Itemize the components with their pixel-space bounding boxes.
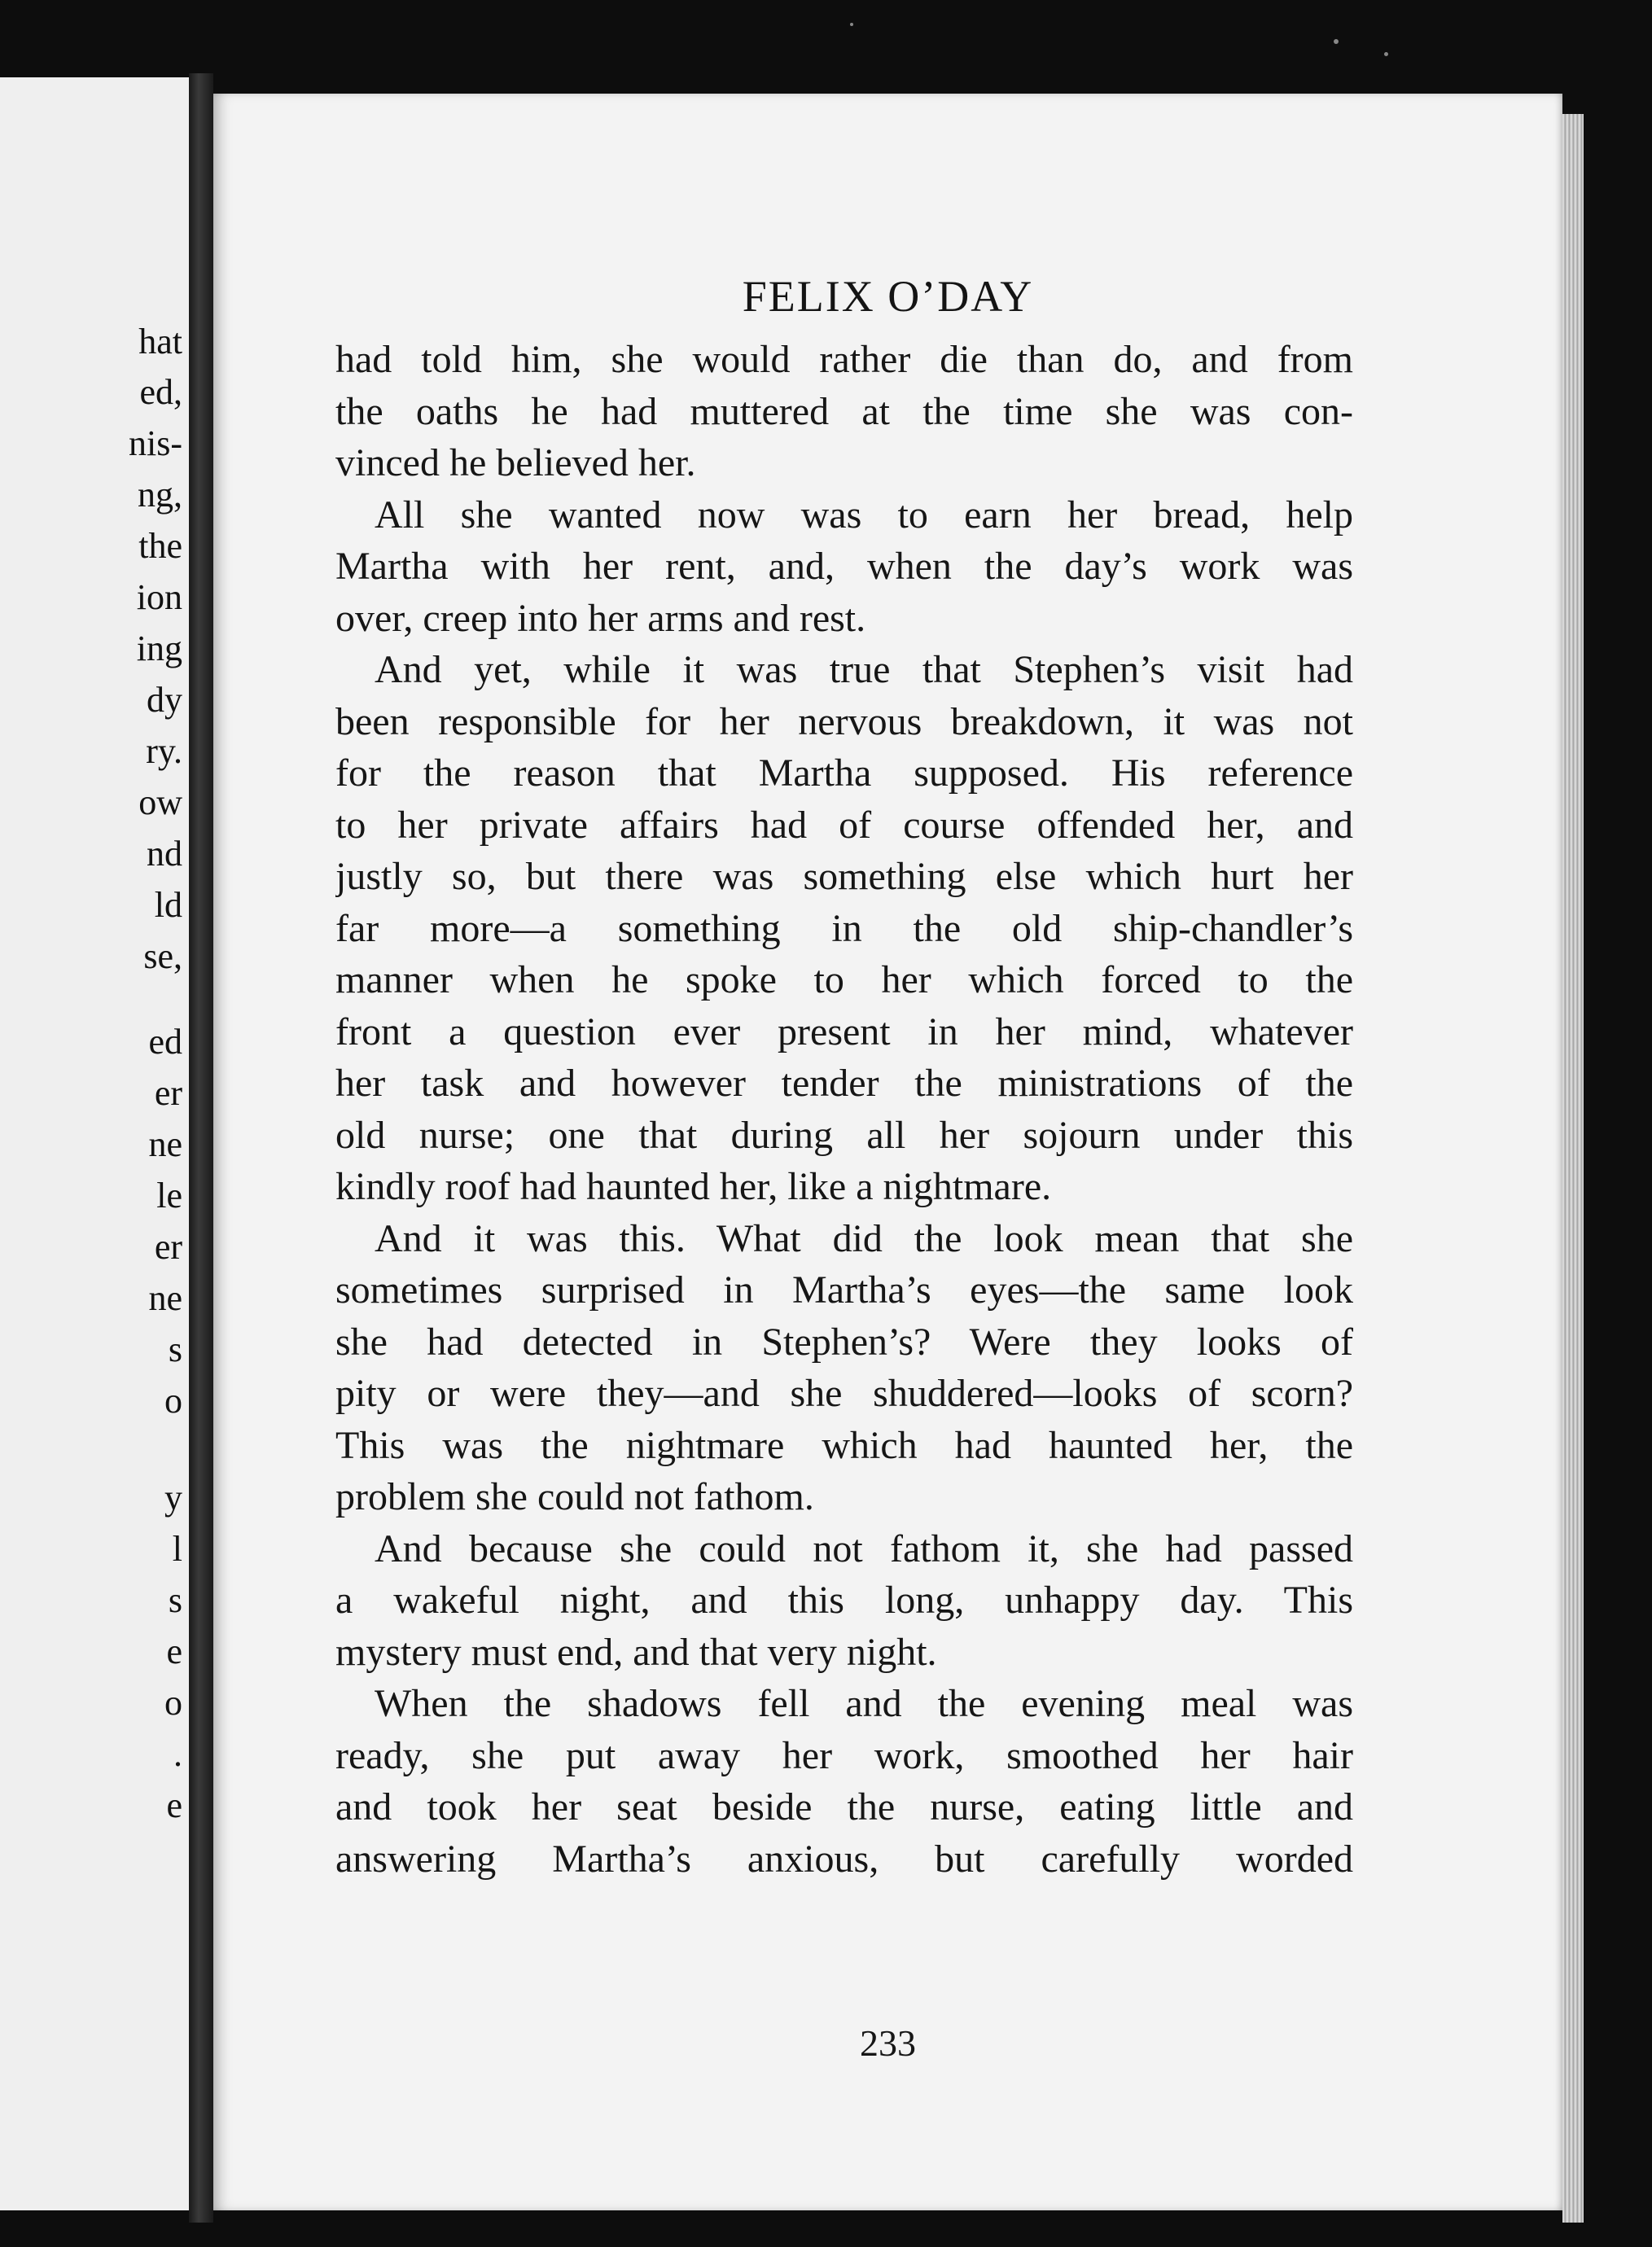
text-line: old nurse; one that during all her sojourn under this [335, 1113, 1353, 1157]
left-page-fragment-text: nd [147, 834, 182, 874]
text-line: her task and however tender the ministrations of the [335, 1062, 1353, 1105]
left-page-fragment-text: o [164, 1381, 182, 1421]
text-line: far more—a something in the old ship-chandler’s [335, 906, 1353, 950]
left-page-fragment-text: ne [148, 1278, 182, 1318]
book-page [213, 94, 1562, 2210]
text-line: And yet, while it was true that Stephen’s visit had [375, 648, 1353, 691]
text-line: justly so, but there was something else which hurt her [335, 855, 1353, 898]
text-line: This was the nightmare which had haunted her, the [335, 1423, 1353, 1467]
left-page-fragment-text: se, [143, 936, 182, 976]
left-page-fragment-text: y [164, 1478, 182, 1518]
left-page-fragment-text: ow [138, 782, 182, 822]
left-page-fragment-text: ry. [146, 731, 182, 771]
left-page-fragment-text: o [164, 1683, 182, 1723]
body-text [335, 334, 1353, 1885]
text-line: front a question ever present in her mind, whatever [335, 1010, 1353, 1053]
left-page-fragment-text: er [154, 1227, 182, 1267]
running-head: FELIX O’DAY [742, 272, 1034, 321]
text-line: manner when he spoke to her which forced to the [335, 958, 1353, 1001]
text-line: problem she could not fathom. [335, 1475, 814, 1518]
text-line: had told him, she would rather die than do, and from [335, 338, 1353, 381]
text-line: When the shadows fell and the evening meal was [375, 1682, 1353, 1725]
book-gutter [189, 73, 213, 2223]
left-page-fragment-text: ne [148, 1124, 182, 1164]
text-line: over, creep into her arms and rest. [335, 596, 866, 640]
text-line: kindly roof had haunted her, like a nightmare. [335, 1165, 1052, 1208]
left-page-fragment-text: ld [154, 885, 182, 925]
text-line: to her private affairs had of course offended her, and [335, 803, 1353, 847]
left-page-fragment-text: ing [136, 629, 182, 668]
text-line: for the reason that Martha supposed. His reference [335, 751, 1353, 795]
page-stack-edge [1562, 114, 1584, 2223]
text-line: All she wanted now was to earn her bread, help [375, 493, 1353, 537]
left-page-fragment-text: ed [148, 1022, 182, 1062]
left-page-fragment-text: ed, [139, 372, 182, 412]
text-line: Martha with her rent, and, when the day’s work was [335, 545, 1353, 588]
text-line: the oaths he had muttered at the time she was con- [335, 389, 1353, 433]
left-page-fragment-text: the [138, 526, 182, 566]
page-number: 233 [860, 2022, 916, 2064]
text-line: And because she could not fathom it, she had passed [375, 1526, 1353, 1570]
text-line: been responsible for her nervous breakdown, it was not [335, 699, 1353, 743]
left-page-fragment [0, 77, 189, 2210]
text-line: And it was this. What did the look mean that she [375, 1216, 1353, 1260]
text-line: vinced he believed her. [335, 441, 696, 484]
left-page-fragment-text: ion [136, 577, 182, 617]
left-page-fragment-text: e [166, 1785, 182, 1825]
left-page-fragment-text: dy [147, 680, 182, 720]
left-page-fragment-text: . [173, 1734, 182, 1774]
left-page-fragment-text: s [168, 1580, 182, 1620]
left-page-fragment-text: er [154, 1073, 182, 1113]
left-page-fragment-text: ng, [138, 475, 182, 515]
text-line: answering Martha’s anxious, but carefully worded [335, 1837, 1353, 1881]
scan-speck [850, 23, 853, 26]
text-line: and took her seat beside the nurse, eating little and [335, 1785, 1353, 1829]
text-line: pity or were they—and she shuddered—looks of scorn? [335, 1372, 1353, 1415]
scan-speck [1334, 39, 1339, 44]
text-line: sometimes surprised in Martha’s eyes—the same look [335, 1268, 1353, 1312]
text-line: mystery must end, and that very night. [335, 1630, 937, 1674]
scan-speck [1384, 52, 1388, 56]
left-page-fragment-text: le [156, 1176, 182, 1215]
text-line: a wakeful night, and this long, unhappy day. This [335, 1579, 1353, 1622]
left-page-fragment-text: hat [138, 322, 182, 361]
left-page-fragment-text: s [168, 1329, 182, 1369]
left-page-fragment-text: l [172, 1529, 182, 1569]
left-page-fragment-text: e [166, 1632, 182, 1671]
left-page-fragment-text: nis- [129, 423, 182, 463]
text-line: she had detected in Stephen’s? Were they looks of [335, 1320, 1353, 1364]
text-line: ready, she put away her work, smoothed her hair [335, 1733, 1353, 1777]
